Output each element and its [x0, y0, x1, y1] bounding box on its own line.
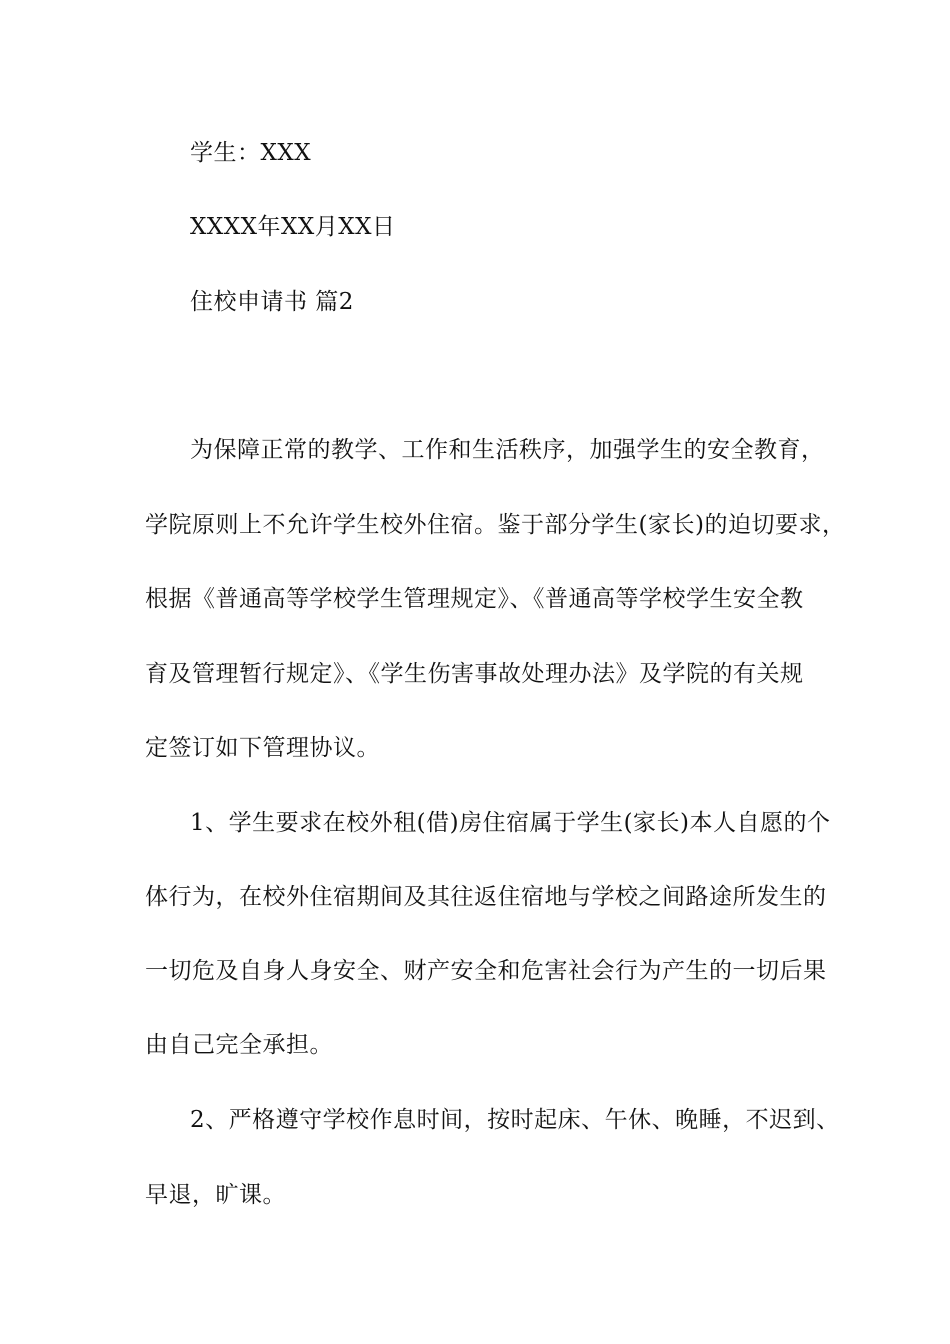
paragraph-line: 定签订如下管理协议。: [145, 735, 380, 761]
paragraph-line: 根据《普通高等学校学生管理规定》、《普通高等学校学生安全教: [145, 586, 804, 612]
paragraph-line: 由自己完全承担。: [145, 1032, 333, 1058]
paragraph-line: 学院原则上不允许学生校外住宿。鉴于部分学生(家长)的迫切要求，: [145, 512, 846, 538]
paragraph-line: 早退，旷课。: [145, 1182, 286, 1208]
paragraph-line: 体行为，在校外住宿期间及其往返住宿地与学校之间路途所发生的: [145, 884, 827, 910]
paragraph-line: 为保障正常的教学、工作和生活秩序，加强学生的安全教育，: [190, 437, 825, 463]
signature-student: 学生：XXX: [190, 140, 312, 166]
paragraph-line: 2、严格遵守学校作息时间，按时起床、午休、晚睡，不迟到、: [190, 1107, 840, 1133]
paragraph-line: 1、学生要求在校外租(借)房住宿属于学生(家长)本人自愿的个: [190, 810, 831, 836]
section-title: 住校申请书 篇2: [190, 289, 354, 315]
signature-date: XXXX年XX月XX日: [190, 214, 396, 240]
paragraph-line: 一切危及自身人身安全、财产安全和危害社会行为产生的一切后果: [145, 958, 827, 984]
paragraph-line: 育及管理暂行规定》、《学生伤害事故处理办法》及学院的有关规: [145, 661, 804, 687]
